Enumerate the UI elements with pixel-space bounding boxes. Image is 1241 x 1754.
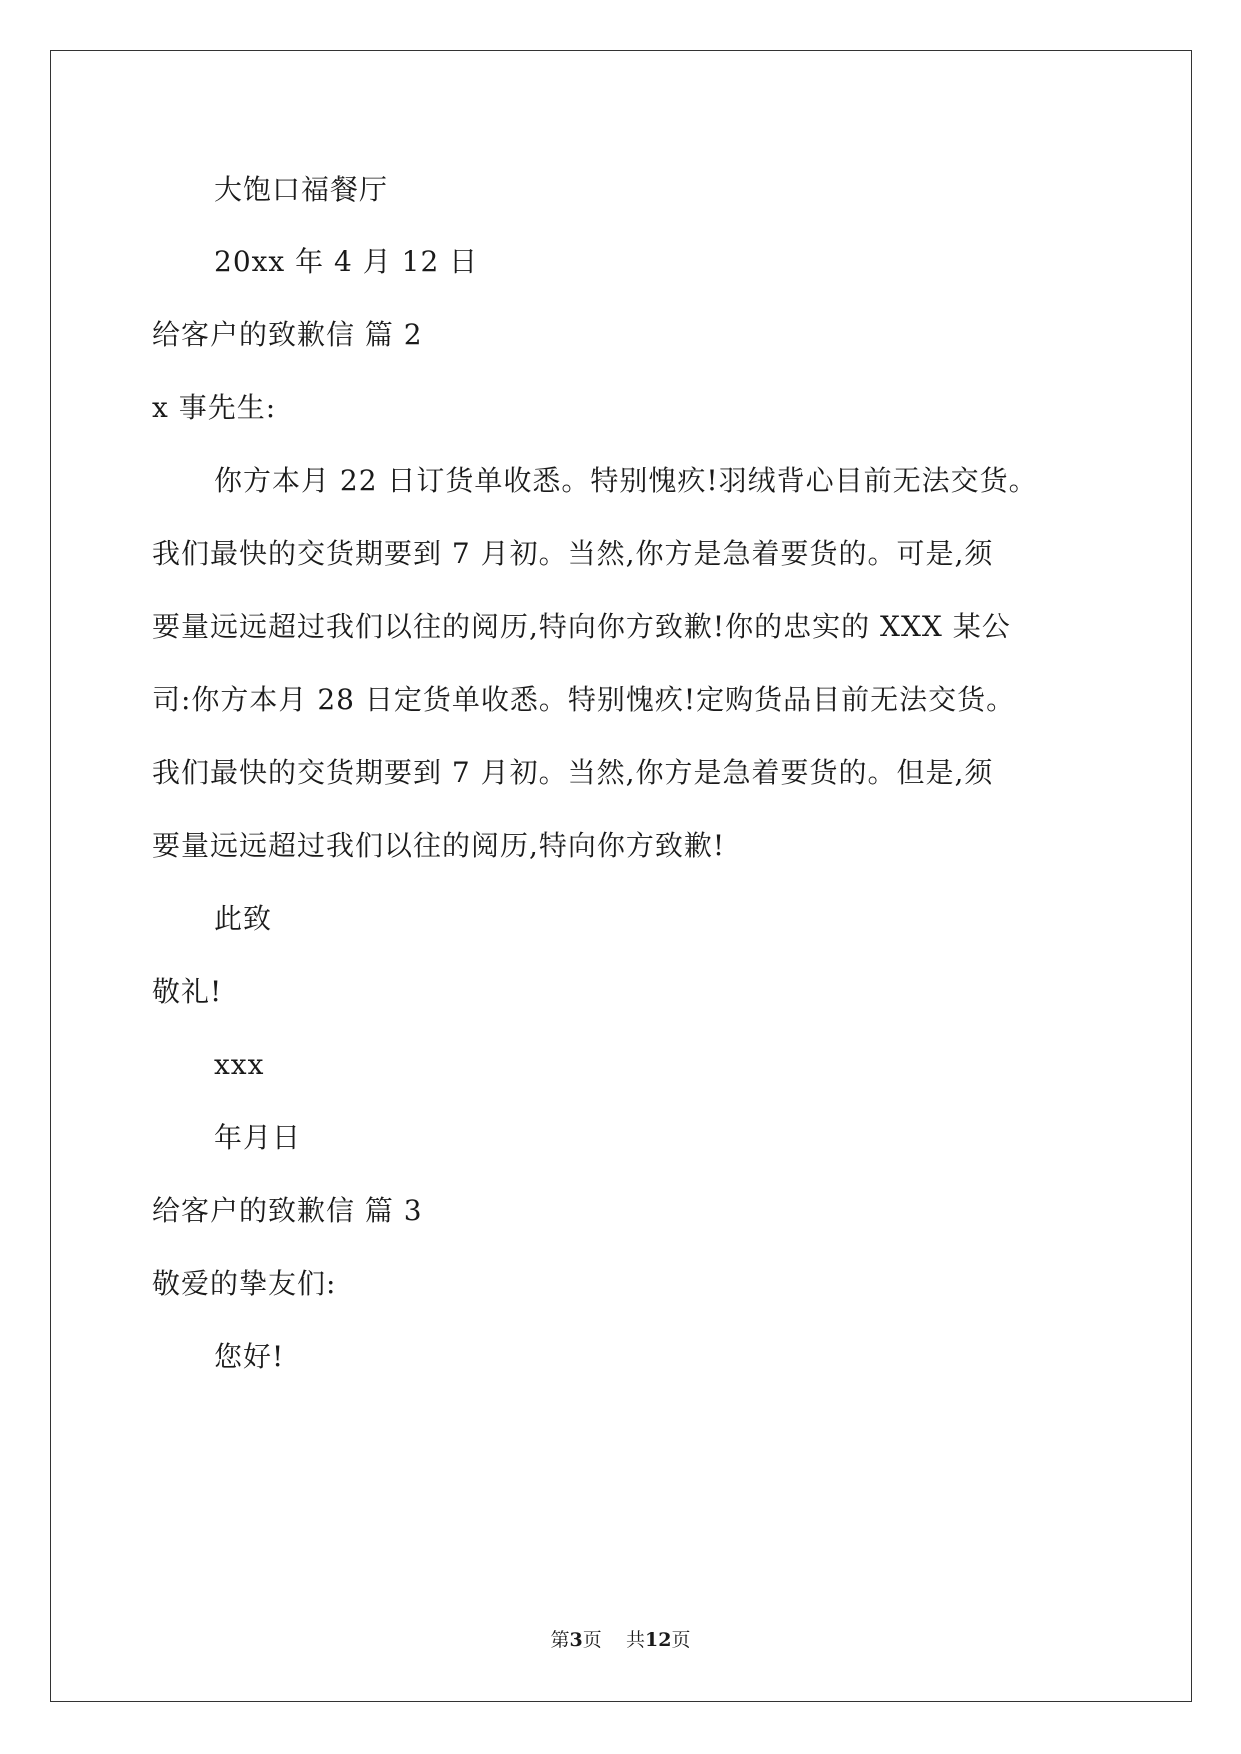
signature-date: 20xx 年 4 月 12 日 <box>214 245 479 278</box>
signature-name: xxx <box>214 1048 265 1081</box>
salutation: 敬爱的挚友们: <box>152 1267 337 1300</box>
footer-total-suffix: 页 <box>671 1629 691 1651</box>
current-page-number: 3 <box>569 1629 583 1651</box>
footer-prefix: 第 <box>550 1629 570 1651</box>
salutation: x 事先生: <box>152 391 277 424</box>
body-line: 我们最快的交货期要到 7 月初。当然,你方是急着要货的。可是,须 <box>152 537 994 570</box>
body-line: 司:你方本月 28 日定货单收悉。特别愧疚!定购货品目前无法交货。 <box>152 683 1016 716</box>
signature-restaurant: 大饱口福餐厅 <box>214 173 389 206</box>
page-border <box>50 50 1192 1702</box>
closing-salute: 敬礼! <box>152 975 223 1008</box>
body-line: 我们最快的交货期要到 7 月初。当然,你方是急着要货的。但是,须 <box>152 756 994 789</box>
closing: 此致 <box>214 902 273 935</box>
section-heading-2: 给客户的致歉信 篇 2 <box>152 318 423 351</box>
body-line: 要量远远超过我们以往的阅历,特向你方致歉!你的忠实的 XXX 某公 <box>152 610 1011 643</box>
total-page-count: 12 <box>644 1629 672 1651</box>
signature-date: 年月日 <box>214 1121 302 1154</box>
page-footer <box>0 1628 1241 1652</box>
section-heading-3: 给客户的致歉信 篇 3 <box>152 1194 423 1227</box>
body-line: 要量远远超过我们以往的阅历,特向你方致歉! <box>152 829 726 862</box>
footer-page-suffix: 页 <box>582 1629 602 1651</box>
footer-total-prefix: 共 <box>625 1629 645 1651</box>
greeting: 您好! <box>214 1340 285 1373</box>
body-line: 你方本月 22 日订货单收悉。特别愧疚!羽绒背心目前无法交货。 <box>214 464 1038 497</box>
